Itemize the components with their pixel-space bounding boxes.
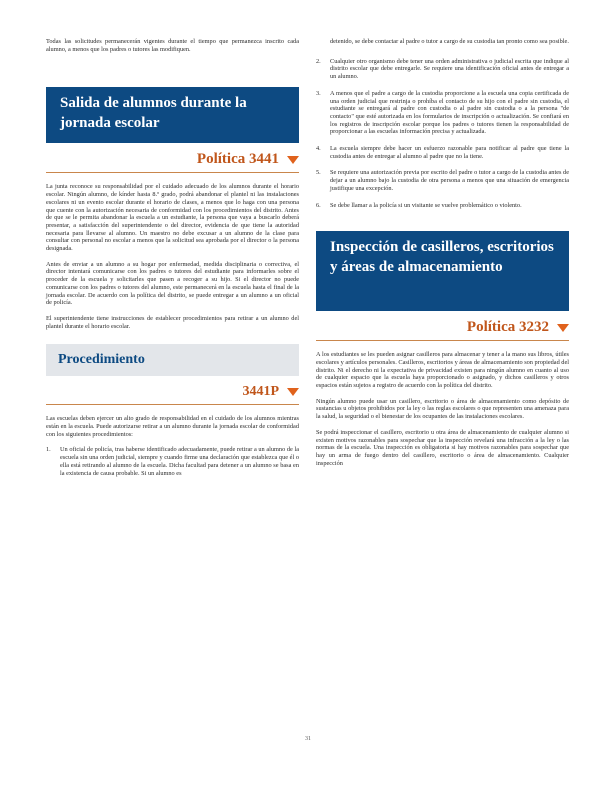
procedure-code: 3441P [242,384,279,400]
body-paragraph: El superintendente tiene instrucciones de establecer procedimientos para retirar a un alumno del plantel durante el horario escolar. [46,314,299,330]
section-title: Salida de alumnos durante la jornada escolar [60,95,247,132]
body-paragraph: Las escuelas deben ejercer un alto grado de responsabilidad en el cuidado de los alumnos mientras están en la escuela. Puede autorizarse retirar a un alumno durante la jornada escolar de conformidad con los siguientes procedimientos: [46,415,299,438]
intro-paragraph: Todas las solicitudes permanecerán vigentes durante el tiempo que permanezca inscrito cada alumno, a menos que los padres o tutores las modifiquen. [46,38,299,53]
section-banner-lockers [316,231,569,311]
triangle-down-icon [287,388,299,396]
list-item [316,145,569,160]
list-number: 6. [316,201,321,209]
list-item [316,202,569,210]
policy-number: Política 3232 [466,319,549,336]
procedure-title: Procedimiento [58,352,145,368]
body-paragraph: A los estudiantes se les pueden asignar casilleros para almacenar y tener a la mano sus libros, útiles escolares y artículos personales. Casilleros, escritorios y áreas de almacenamiento son propiedad del distrito. Ni el derecho ni la expectativa de privacidad existen para ningún alumno en cuanto al uso de cualquier espacio que la escuela haya proporcionado o asignado, y dichos casilleros y otros espacios están sujetos a registro de acuerdo con la política del distrito. [316,351,569,390]
policy-number: Política 3441 [196,151,279,168]
body-paragraph: La junta reconoce su responsabilidad por el cuidado adecuado de los alumnos durante el horario escolar. Ningún alumno, de kínder hasta 8.º grado, podrá abandonar el plantel ni las instalaciones escolares ni un evento escolar durante el horario de clases, a menos que lo haga con una persona que cuente con la autorización necesaria de conformidad con los procedimientos del distrito. Antes de que se le permita abandonar la escuela a un estudiante, la persona que vaya a buscarlo deberá presentar, a satisfacción del superintendente o del director, evidencia de que tiene la autoridad necesaria para llevarse al alumno. Un maestro no debe excusar a un alumno de la clase para consultar con personal no escolar a menos que la solicitud sea aprobada por el director o la persona designada. [46,183,299,253]
left-column [46,38,299,486]
body-paragraph: Antes de enviar a un alumno a su hogar por enfermedad, medida disciplinaria o correctiva, el director intentará comunicarse con los padres o tutores del estudiante para informarles sobre el proceder de la escuela y solicitarles que pasen a recoger a su hijo. Si el director no puede comunicarse con los padres o tutores del alumno, este permanecerá en la escuela hasta el final de la jornada escolar. De acuerdo con la política del distrito, se puede entregar a un alumno a un oficial de policía. [46,260,299,307]
section-banner-student-release [46,87,299,143]
list-item-text: A menos que el padre a cargo de la custodia proporcione a la escuela una copia certificada de una orden judicial que restrinja o prohíba el contacto de su hijo con el padre sin custodia, el estudiante se entregará al padre con custodia o al padre sin custodia o a la persona "de contacto" que esté autorizada en los formularios de inscripción o actualización. Se confiará en los registros de inscripción escolar porque los padres o tutores tienen la responsabilidad de proporcionar a las escuelas información precisa y actualizada. [330,89,569,136]
procedure-list-continued [316,58,569,210]
body-paragraph: Se podrá inspeccionar el casillero, escritorio u otra área de almacenamiento de cualquier alumno si existen motivos razonables para sospechar que la inspección revelará una infracción a la ley o las normas de la escuela. Una inspección es obligatoria si hay motivos razonables para sospechar que hay un arma de fuego dentro del casillero, escritorio o área de almacenamiento. Cualquier inspección [316,428,569,467]
section-divider [316,340,569,341]
procedure-list [46,446,299,477]
list-item-text: Se requiere una autorización previa por escrito del padre o tutor a cargo de la custodia antes de dejar a un alumno bajo la custodia de otra persona a menos que una situación de emergencia justifique una excepción. [330,169,569,192]
section-divider [46,172,299,173]
list-item [46,446,299,477]
section-title: Inspección de casilleros, escritorios y áreas de almacenamiento [330,239,554,276]
body-paragraph: Ningún alumno puede usar un casillero, escritorio o área de almacenamiento como depósito de sustancias u objetos prohibidos por la ley o las reglas escolares o que representen una amenaza para la salud, la seguridad o el bienestar de los ocupantes de las instalaciones escolares. [316,397,569,421]
list-item-text: Cualquier otro organismo debe tener una orden administrativa o judicial escrita que indique al distrito escolar que debe entregarle. Se requiere una identificación oficial antes de entregar a un alumno. [330,57,569,81]
triangle-down-icon [557,324,569,332]
list-number: 4. [316,145,321,153]
policy-header [316,319,569,336]
list-number: 3. [316,89,321,97]
page-number: 31 [305,736,311,742]
body-paragraph: detenido, se debe contactar al padre o tutor a cargo de su custodia tan pronto como sea posible. [330,38,569,45]
list-item [316,169,569,192]
list-item-text: La escuela siempre debe hacer un esfuerzo razonable para notificar al padre que tiene la custodia antes de entregar al alumno al padre que no la tiene. [330,145,569,160]
right-column [316,38,569,475]
list-item-text: Se debe llamar a la policía si un visitante se vuelve problemático o violento. [330,201,522,209]
procedure-header [46,384,299,400]
list-item-text: Un oficial de policía, tras haberse identificado adecuadamente, puede retirar a un alumno de la escuela sin una orden judicial, siempre y cuando firme una declaración que establezca que él o ella está retirando al alumno de la escuela. Dicha facultad para detener a un alumno se basa en la existencia de causa probable. Si un alumno es [60,446,299,477]
list-number: 2. [316,57,321,65]
list-number: 1. [46,446,51,454]
section-divider [46,404,299,405]
triangle-down-icon [287,156,299,164]
list-number: 5. [316,169,321,177]
procedure-banner [46,344,299,376]
list-item [316,58,569,81]
list-item [316,90,569,136]
policy-header [46,151,299,168]
